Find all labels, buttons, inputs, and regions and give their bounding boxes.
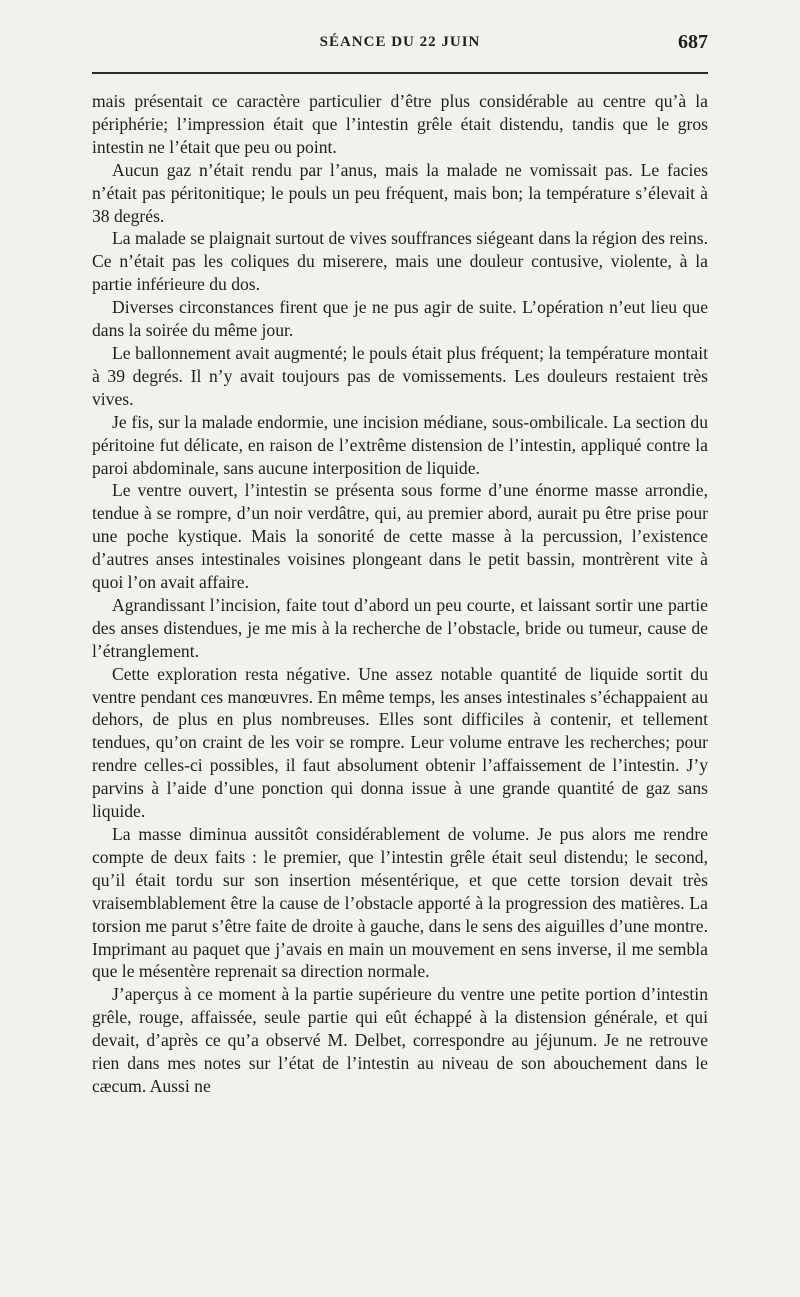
body-text — [92, 90, 708, 1098]
paragraph-7: Le ventre ouvert, l’intestin se présenta sous forme d’une énorme masse arrondie, tendue à se rompre, d’un noir verdâtre, qui, au premier abord, aurait pu être prise pour une poche kystique. Mais la sonorité de cette masse à la percussion, l’existence d’autres anses intestinales voisines plongeant dans le petit bassin, montrèrent vite à quoi l’on avait affaire. — [92, 480, 708, 593]
paragraph-5: Le ballonnement avait augmenté; le pouls était plus fréquent; la température montait à 39 degrés. Il n’y avait toujours pas de vomissements. Les douleurs restaient très vives. — [92, 342, 708, 409]
running-title: SÉANCE DU 22 JUIN — [319, 34, 481, 50]
header-rule — [92, 72, 708, 74]
paragraph-11: J’aperçus à ce moment à la partie supérieure du ventre une petite portion d’intestin grêle, rouge, affaissée, seule partie qui eût échappé à la distension générale, et qui devait, d’après ce qu’a observé M. Delbet, correspondre au jéjunum. Je ne retrouve rien dans mes notes sur l’état de l’intestin au niveau de son abouchement dans le cæcum. Aussi ne — [92, 984, 708, 1096]
paragraph-1: mais présentait ce caractère particulier d’être plus considérable au centre qu’à la périphérie; l’impression était que l’intestin grêle était distendu, tandis que le gros intestin ne l’était que peu ou point. — [92, 91, 708, 157]
paragraph-4: Diverses circonstances firent que je ne pus agir de suite. L’opération n’eut lieu que dans la soirée du même jour. — [92, 297, 708, 341]
paragraph-2: Aucun gaz n’était rendu par l’anus, mais la malade ne vomissait pas. Le facies n’était pas péritonitique; le pouls un peu fréquent, mais bon; la température s’élevait à 38 degrés. — [92, 159, 708, 226]
paragraph-3: La malade se plaignait surtout de vives souffrances siégeant dans la région des reins. Ce n’était pas les coliques du miserere, mais une douleur contusive, violente, à la partie inférieure du dos. — [92, 228, 708, 295]
paragraph-9: Cette exploration resta négative. Une assez notable quantité de liquide sortit du ventre pendant ces manœuvres. En même temps, les anses intestinales s’échappaient au dehors, de plus en plus nombreuses. Elles sont difficiles à contenir, et tellement tendues, qu’on craint de les voir se rompre. Leur volume entrave les recherches; pour rendre celles-ci possibles, il faut absolument obtenir l’affaissement de l’intestin. J’y parvins à l’aide d’une ponction qui donna issue à une grande quantité de gaz sans liquide. — [92, 663, 708, 822]
page-number: 687 — [678, 31, 708, 53]
page-header — [92, 31, 708, 58]
paragraph-6: Je fis, sur la malade endormie, une incision médiane, sous-ombilicale. La section du péritoine fut délicate, en raison de l’extrême distension de l’intestin, appliqué contre la paroi abdominale, sans aucune interposition de liquide. — [92, 411, 708, 478]
paragraph-10: La masse diminua aussitôt considérablement de volume. Je pus alors me rendre compte de deux faits : le premier, que l’intestin grêle était seul distendu; le second, qu’il était tordu sur son insertion mésentérique, et que cette torsion devait très vraisemblablement être la cause de l’obstacle apporté à la progression des matières. La torsion me parut s’être faite de droite à gauche, dans le sens des aiguilles d’une montre. Imprimant au paquet que j’avais en main un mouvement en sens inverse, il me sembla que le mésentère reprenait sa direction normale. — [92, 824, 708, 982]
paragraph-8: Agrandissant l’incision, faite tout d’abord un peu courte, et laissant sortir une partie des anses distendues, je me mis à la recherche de l’obstacle, bride ou tumeur, cause de l’étranglement. — [92, 594, 708, 661]
